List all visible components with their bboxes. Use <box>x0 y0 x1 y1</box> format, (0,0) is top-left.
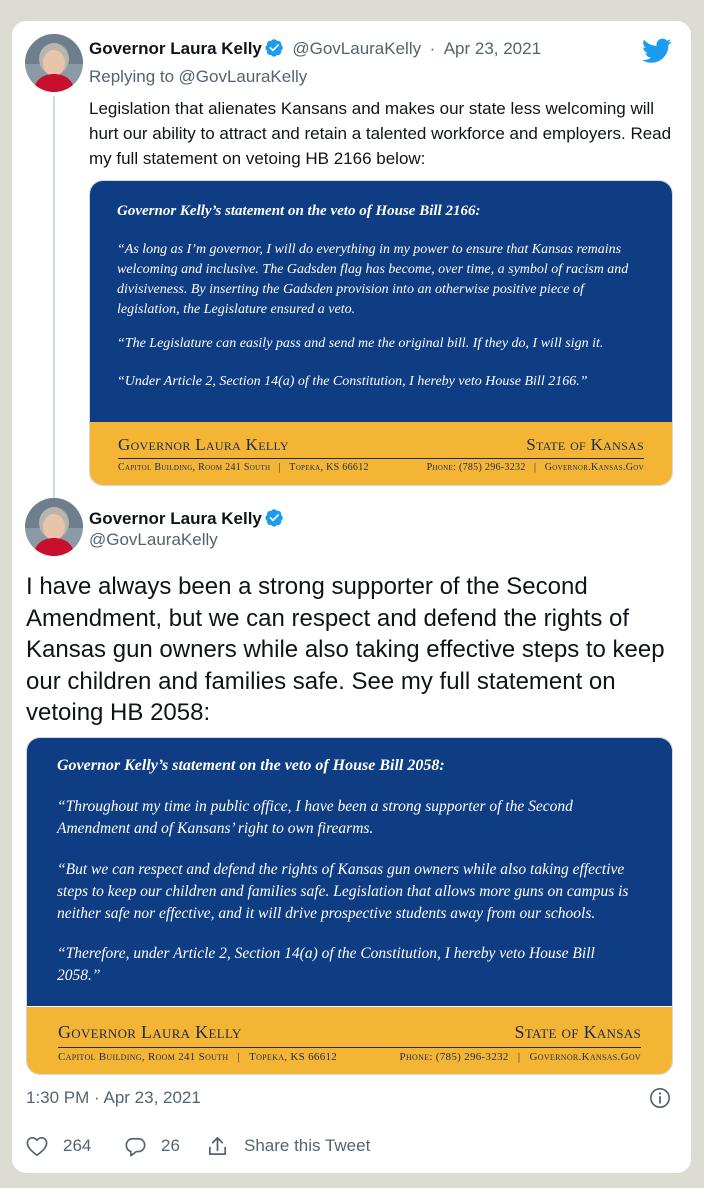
tweet2-header <box>89 508 284 529</box>
footer-contact: Phone: (785) 296-3232 | Governor.Kansas.Gov <box>399 1051 641 1063</box>
statement-paragraph: “Throughout my time in public office, I have been a strong supporter of the Second Amendment and of Kansans’ right to own firearms. <box>57 798 573 837</box>
statement-paragraph: “As long as I’m governor, I will do everything in my power to ensure that Kansas remains welcoming and inclusive. The Gadsden flag has become, over time, a symbol of racism and divisiveness. By inserting the Gadsden provision into an otherwise positive piece of legislation, the Legislature ensured a veto. <box>117 242 629 317</box>
tweet1-header <box>89 38 541 59</box>
thread-connector-line <box>53 96 55 500</box>
reply-button[interactable] <box>124 1134 204 1160</box>
tweet2-text: I have always been a strong supporter of the Second Amendment, but we can respect and defend the rights of Kansas gun owners while also taking effective steps to keep our children and families safe. See my full statement on vetoing HB 2058: <box>26 573 665 726</box>
like-count: 264 <box>63 1136 92 1155</box>
footer-address: Capitol Building, Room 241 South | Topeka, KS 66612 <box>118 462 369 473</box>
tweet-embed-card <box>12 21 691 1173</box>
footer-governor-name: Governor Laura Kelly <box>58 1022 242 1042</box>
share-icon <box>206 1135 229 1158</box>
author-handle[interactable]: @GovLauraKelly <box>292 39 422 58</box>
heart-icon <box>26 1136 48 1157</box>
reply-prefix: Replying to <box>89 67 175 86</box>
like-button[interactable] <box>26 1134 122 1160</box>
footer-state-name: State of Kansas <box>526 435 644 454</box>
statement-panel <box>27 738 672 1006</box>
tweet1-image[interactable] <box>89 180 673 486</box>
author-handle[interactable]: @GovLauraKelly <box>89 530 218 549</box>
statement-heading: Governor Kelly’s statement on the veto of House Bill 2058: <box>57 757 445 774</box>
tweet-date[interactable]: Apr 23, 2021 <box>443 39 542 58</box>
statement-paragraph: “Therefore, under Article 2, Section 14(a) of the Constitution, I hereby veto House Bill 2058.” <box>57 945 595 984</box>
statement-heading: Governor Kelly’s statement on the veto of House Bill 2166: <box>117 203 481 219</box>
footer-contact: Phone: (785) 296-3232 | Governor.Kansas.Gov <box>426 462 644 473</box>
avatar[interactable] <box>25 498 83 556</box>
twitter-bird-icon[interactable] <box>642 38 672 64</box>
tweet1-text: Legislation that alienates Kansans and makes our state less welcoming will hurt our ability to attract and retain a talented workforce and employers. Read my full statement on vetoing HB 2166 below: <box>89 99 672 168</box>
footer-divider <box>58 1047 641 1048</box>
tweet2-image[interactable] <box>26 737 673 1075</box>
footer-divider <box>118 458 644 459</box>
reply-to-handle[interactable]: @GovLauraKelly <box>178 67 308 86</box>
statement-paragraph: “But we can respect and defend the rights of Kansas gun owners while also taking effective steps to keep our children and families safe. Legislation that allows more guns on campus is neither safe nor effective, and it will drive prospective students away from our schools. <box>57 861 629 922</box>
author-name[interactable]: Governor Laura Kelly <box>89 509 262 528</box>
footer-state-name: State of Kansas <box>514 1022 641 1042</box>
letterhead-footer <box>90 422 672 485</box>
reply-icon <box>124 1136 147 1158</box>
footer-address: Capitol Building, Room 241 South | Topeka, KS 66612 <box>58 1051 338 1063</box>
tweet-timestamp[interactable]: 1:30 PM · Apr 23, 2021 <box>26 1088 201 1107</box>
verified-badge-icon <box>265 38 284 57</box>
info-icon[interactable] <box>649 1087 671 1109</box>
statement-paragraph: “Under Article 2, Section 14(a) of the Constitution, I hereby veto House Bill 2166.” <box>117 374 588 389</box>
verified-badge-icon <box>265 508 284 527</box>
letterhead-footer <box>27 1007 672 1074</box>
reply-context <box>89 67 307 87</box>
header-separator: · <box>429 39 436 58</box>
statement-paragraph: “The Legislature can easily pass and send me the original bill. If they do, I will sign it. <box>117 336 604 351</box>
footer-governor-name: Governor Laura Kelly <box>118 435 289 454</box>
share-label: Share this Tweet <box>244 1136 371 1155</box>
statement-panel <box>90 181 672 422</box>
share-tweet-button[interactable] <box>206 1134 386 1160</box>
avatar[interactable] <box>25 34 83 92</box>
reply-count: 26 <box>161 1136 180 1155</box>
author-name[interactable]: Governor Laura Kelly <box>89 39 262 58</box>
